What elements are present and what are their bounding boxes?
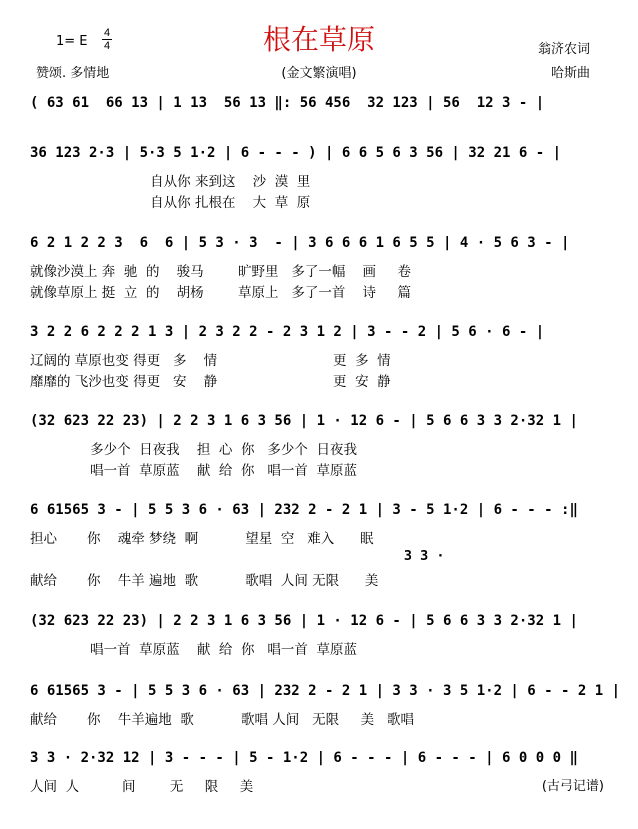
composer: 哈斯曲: [550, 66, 590, 81]
lyric-row-2-verse-1: 自从你 来到这 沙 漠 里: [30, 174, 311, 190]
lyric-row-8: 献给 你 牛羊遍地 歌 歌唱 人间 无限 美 歌唱: [30, 712, 414, 728]
lyric-row-2-verse-2: 自从你 扎根在 大 草 原: [30, 195, 311, 211]
notation-row-1: ( 63 61 66 13 | 1 13 56 13 ‖: 56 456 32 123 | 56 12 3 - |: [30, 95, 545, 111]
notation-row-2: 36 123 2·3 | 5·3 5 1·2 | 6 - - - ) | 6 6 5 6 3 56 | 32 21 6 - |: [30, 145, 562, 161]
notation-row-7: (32 623 22 23) | 2 2 3 1 6 3 56 | 1 · 12 6 - | 5 6 6 3 3 2·32 1 |: [30, 613, 578, 629]
song-title: 根在草原: [262, 23, 375, 56]
performance-style: 赞颂. 多情地: [36, 66, 110, 81]
lyric-row-4-verse-1: 辽阔的 草原也变 得更 多 情 更 多 情: [30, 353, 391, 369]
lyric-row-5-verse-1: 多少个 日夜我 担 心 你 多少个 日夜我: [30, 442, 357, 458]
singer: (金文繁演唱): [281, 66, 357, 81]
notation-row-3: 6 2 1 2 2 3 6 6 | 5 3 · 3 - | 3 6 6 6 1 6 5 5 | 4 · 5 6 3 - |: [30, 235, 570, 251]
lyric-row-3-verse-2: 就像草原上 挺 立 的 胡杨 草原上 多了一首 诗 篇: [30, 285, 411, 301]
lyric-row-6-verse-1: 担心 你 魂牵 梦绕 啊 望星 空 难入 眠: [30, 531, 374, 547]
notation-row-9: 3 3 · 2·32 12 | 3 - - - | 5 - 1·2 | 6 - - - | 6 - - - | 6 0 0 0 ‖: [30, 750, 578, 766]
transcriber-credit: (古弓记谱): [541, 779, 604, 794]
time-signature-bottom: 4: [103, 40, 111, 52]
lyricist: 翁济农词: [537, 42, 590, 57]
time-signature-top: 4: [103, 27, 111, 39]
notation-row-8: 6 61565 3 - | 5 5 3 6 · 63 | 232 2 - 2 1 | 3 3 · 3 5 1·2 | 6 - - 2 1 |: [30, 683, 621, 699]
lyric-row-9: 人间 人 间 无 限 美: [30, 779, 254, 795]
time-signature: [102, 28, 112, 51]
lyric-row-7: 唱一首 草原蓝 献 给 你 唱一首 草原蓝: [30, 642, 357, 658]
lyric-row-3-verse-1: 就像沙漠上 奔 驰 的 骏马 旷野里 多了一幅 画 卷: [30, 264, 411, 280]
notation-row-5: (32 623 22 23) | 2 2 3 1 6 3 56 | 1 · 12 6 - | 5 6 6 3 3 2·32 1 |: [30, 413, 578, 429]
lyric-row-4-verse-2: 靡靡的 飞沙也变 得更 安 静 更 安 静: [30, 374, 391, 390]
lyric-row-6-verse-2: 献给 你 牛羊 遍地 歌 歌唱 人间 无限 美: [30, 573, 379, 589]
lyric-row-6-alt-notes: 3 3 ·: [30, 548, 445, 564]
notation-row-6: 6 61565 3 - | 5 5 3 6 · 63 | 232 2 - 2 1 | 3 - 5 1·2 | 6 - - - :‖: [30, 502, 578, 518]
key-signature: 1= E: [56, 34, 88, 49]
notation-row-4: 3 2 2 6 2 2 2 1 3 | 2 3 2 2 - 2 3 1 2 | 3 - - 2 | 5 6 · 6 - |: [30, 324, 545, 340]
lyric-row-5-verse-2: 唱一首 草原蓝 献 给 你 唱一首 草原蓝: [30, 463, 357, 479]
